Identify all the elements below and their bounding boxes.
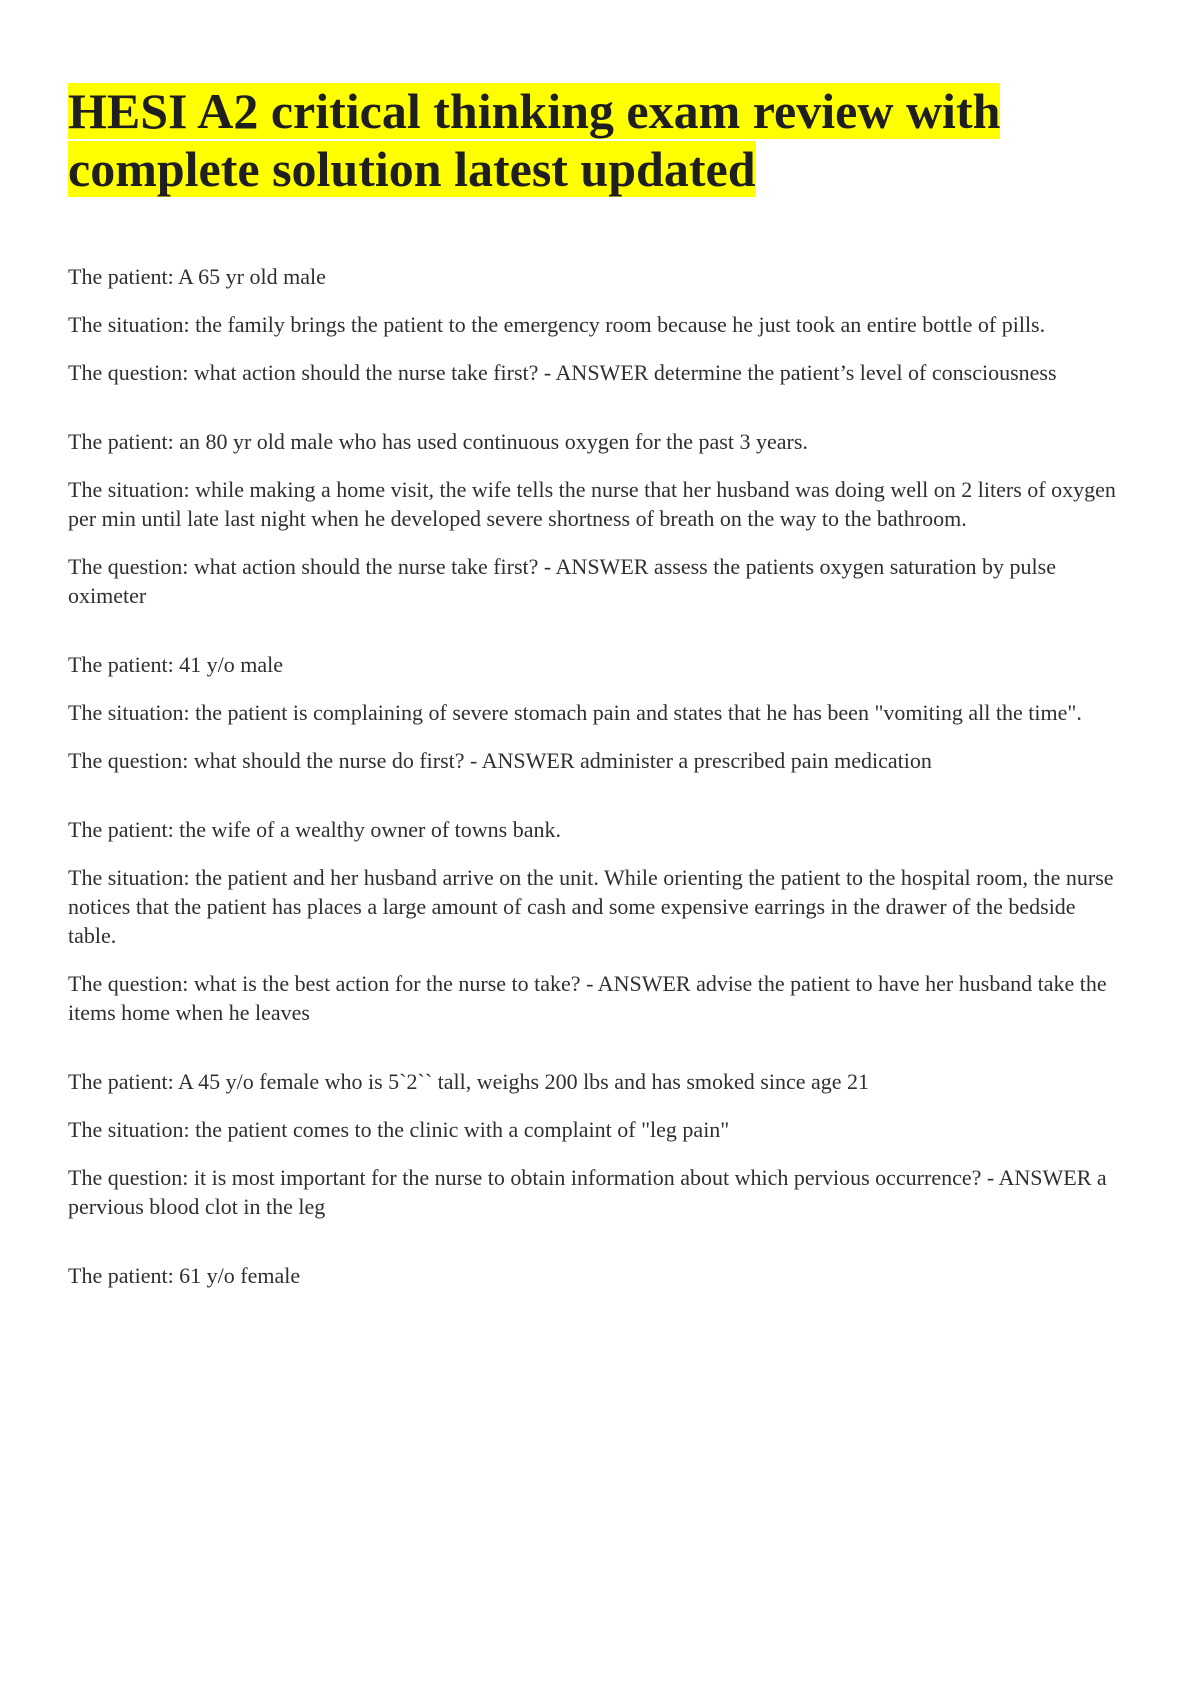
patient-text: The patient: 61 y/o female: [68, 1263, 301, 1288]
document-body: [68, 262, 1123, 1290]
question-text: The question: what action should the nurse take first? - ANSWER determine the patient’s level of consciousness: [68, 360, 1057, 385]
patient-text: The patient: an 80 yr old male who has used continuous oxygen for the past 3 years.: [68, 429, 808, 454]
document-title: [68, 82, 1123, 198]
question-text: The question: what should the nurse do first? - ANSWER administer a prescribed pain medication: [68, 748, 932, 773]
title-line-1: HESI A2 critical thinking exam review with: [68, 83, 1001, 139]
question-block-5: [68, 1067, 1123, 1221]
question-block-6: [68, 1261, 1123, 1290]
question-block-4: [68, 815, 1123, 1027]
patient-text: The patient: A 45 y/o female who is 5`2`` tall, weighs 200 lbs and has smoked since age 21: [68, 1069, 870, 1094]
patient-text: The patient: the wife of a wealthy owner of towns bank.: [68, 817, 562, 842]
situation-text: The situation: while making a home visit, the wife tells the nurse that her husband was doing well on 2 liters of oxygen per min until late last night when he developed severe shortness of breath on the way to the bathroom.: [68, 477, 1116, 531]
situation-text: The situation: the patient is complaining of severe stomach pain and states that he has been "vomiting all the time".: [68, 700, 1082, 725]
situation-text: The situation: the patient and her husband arrive on the unit. While orienting the patient to the hospital room, the nurse notices that the patient has places a large amount of cash and some expensive earrings in the drawer of the bedside table.: [68, 865, 1114, 948]
document-page: [68, 82, 1123, 1330]
patient-text: The patient: A 65 yr old male: [68, 264, 326, 289]
patient-text: The patient: 41 y/o male: [68, 652, 284, 677]
question-text: The question: what is the best action for the nurse to take? - ANSWER advise the patient to have her husband take the items home when he leaves: [68, 971, 1107, 1025]
question-block-1: [68, 262, 1123, 387]
question-block-3: [68, 650, 1123, 775]
situation-text: The situation: the patient comes to the clinic with a complaint of "leg pain": [68, 1117, 730, 1142]
question-text: The question: what action should the nurse take first? - ANSWER assess the patients oxygen saturation by pulse oximeter: [68, 554, 1056, 608]
question-block-2: [68, 427, 1123, 610]
situation-text: The situation: the family brings the patient to the emergency room because he just took an entire bottle of pills.: [68, 312, 1046, 337]
question-text: The question: it is most important for the nurse to obtain information about which pervious occurrence? - ANSWER a pervious blood clot in the leg: [68, 1165, 1107, 1219]
title-line-2: complete solution latest updated: [68, 141, 756, 197]
